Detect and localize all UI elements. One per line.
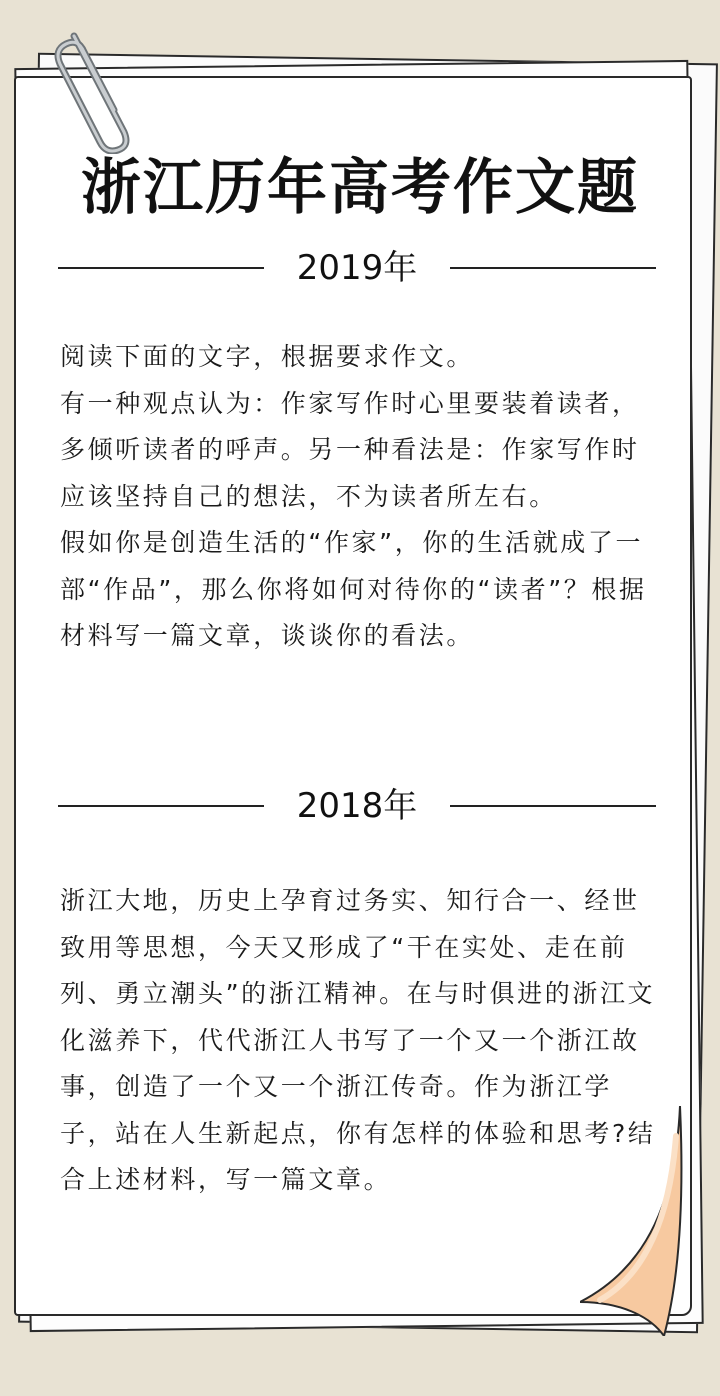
prompt-paragraph: 有一种观点认为：作家写作时心里要装着读者，多倾听读者的呼声。另一种看法是：作家写作时应该坚持自己的想法，不为读者所左右。 (60, 388, 640, 511)
essay-prompt-2018 (60, 878, 660, 1204)
divider-right (450, 805, 656, 807)
divider-right (450, 267, 656, 269)
paperclip-icon (40, 14, 150, 154)
page-curl (580, 1106, 690, 1336)
prompt-paragraph: 阅读下面的文字，根据要求作文。 (60, 342, 475, 371)
section-year: 2019年 (296, 248, 418, 288)
section-header-2019 (58, 248, 656, 288)
section-header-2018 (58, 786, 656, 826)
essay-prompt-2019 (60, 334, 660, 660)
prompt-paragraph: 假如你是创造生活的“作家”，你的生活就成了一部“作品”，那么你将如何对待你的“读者”？根据材料写一篇文章，谈谈你的看法。 (60, 528, 647, 650)
section-year: 2018年 (296, 786, 418, 826)
prompt-paragraph: 浙江大地，历史上孕育过务实、知行合一、经世致用等思想，今天又形成了“干在实处、走在前列、勇立潮头”的浙江精神。在与时俱进的浙江文化滋养下，代代浙江人书写了一个又一个浙江故事，创造了一个又一个浙江传奇。作为浙江学子，站在人生新起点，你有怎样的体验和思考?结合上述材料，写一篇文章。 (60, 886, 656, 1194)
page-title: 浙江历年高考作文题 (81, 153, 639, 223)
